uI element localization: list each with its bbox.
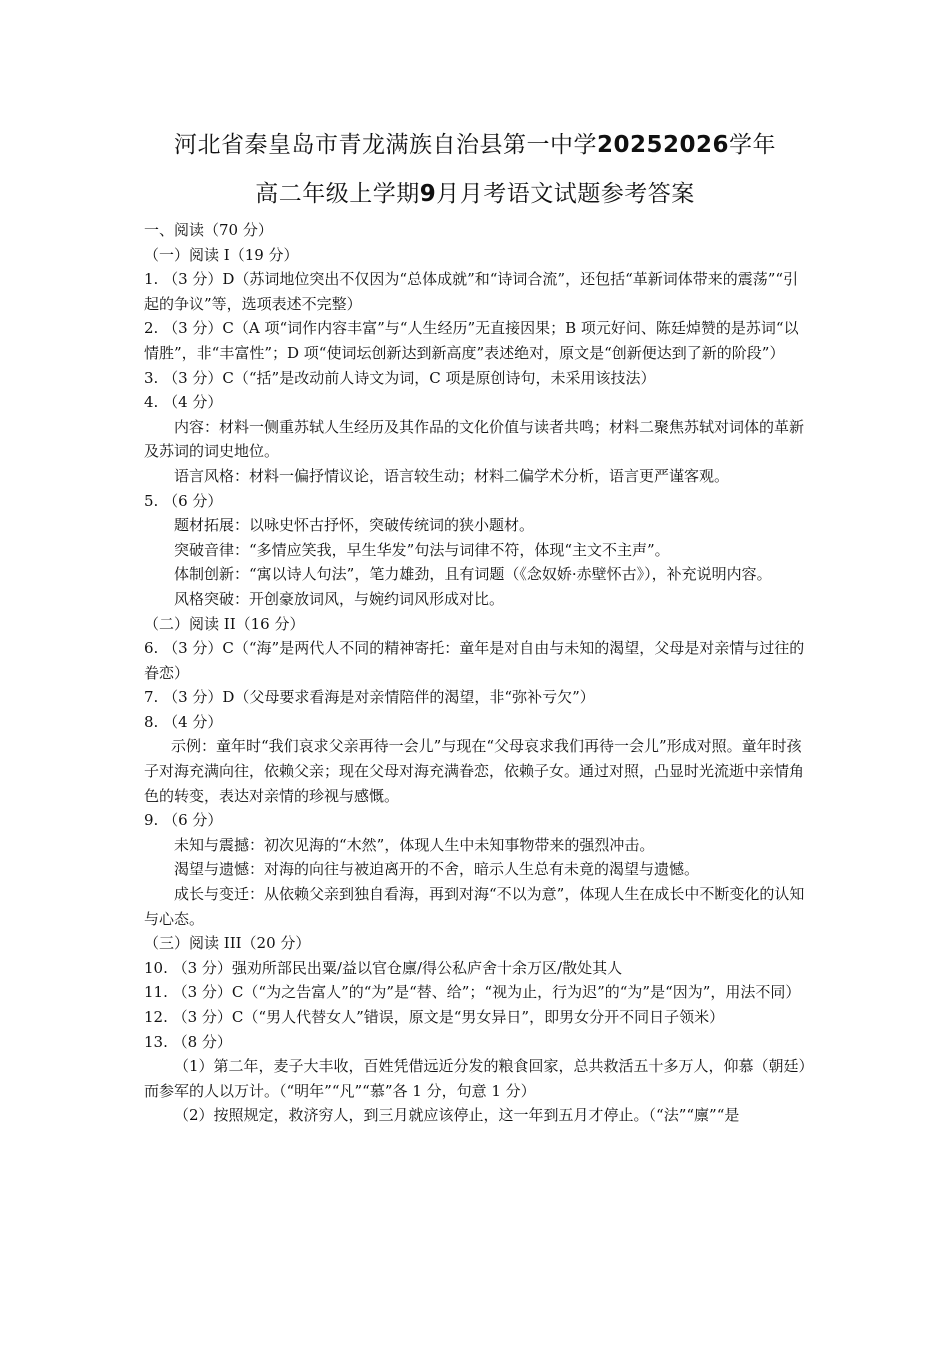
answer-item: 2. （3 分）C（A 项“词作内容丰富”与“人生经历”无直接因果；B 项元好问、陈廷焯赞的是苏词“以情胜”，非“丰富性”；D 项“使词坛创新达到新高度”表述绝对，原文是“创新便达到了新的阶段”） <box>144 319 799 362</box>
answer-detail: （1）第二年，麦子大丰收，百姓凭借远近分发的粮食回家，总共救活五十多万人，仰慕（朝廷）而参军的人以万计。（“明年”“凡”“慕”各 1 分，句意 1 分） <box>144 1057 807 1100</box>
answer-item: 13. （8 分） <box>144 1032 232 1051</box>
subsection-heading: （二）阅读 II（16 分） <box>144 614 305 633</box>
answer-detail: 内容：材料一侧重苏轼人生经历及其作品的文化价值与读者共鸣；材料二聚焦苏轼对词体的革新及苏词的词史地位。 <box>144 417 805 461</box>
title-year-suffix: 学年 <box>729 132 777 158</box>
answer-detail: （2）按照规定，救济穷人，到三月就应该停止，这一年到五月才停止。（“法”“廪”“是 <box>174 1106 740 1125</box>
answer-item: 4. （4 分） <box>144 393 223 412</box>
answer-detail: 未知与震撼：初次见海的“木然”，体现人生中未知事物带来的强烈冲击。 <box>174 835 655 854</box>
answer-detail: 风格突破：开创豪放词风，与婉约词风形成对比。 <box>174 589 505 608</box>
answer-item: 8. （4 分） <box>144 712 223 731</box>
answer-detail: 示例：童年时“我们哀求父亲再待一会儿”与现在“父母哀求我们再待一会儿”形成对照。童年时孩子对海充满向往，依赖父亲；现在父母对海充满眷恋，依赖子女。通过对照，凸显时光流逝中亲情角色的转变，表达对亲情的珍视与感慨。 <box>144 737 805 805</box>
answer-detail: 成长与变迁：从依赖父亲到独自看海，再到对海“不以为意”，体现人生在成长中不断变化的认知与心态。 <box>144 885 805 928</box>
answer-item: 6. （3 分）C（“海”是两代人不同的精神寄托：童年是对自由与未知的渴望，父母是对亲情与过往的眷恋） <box>144 639 805 682</box>
answer-item: 3. （3 分）C（“括”是改动前人诗文为词，C 项是原创诗句，未采用该技法） <box>144 368 656 387</box>
subsection-heading: （三）阅读 III（20 分） <box>144 934 311 953</box>
document-title-line2 <box>0 175 950 208</box>
section-heading: 一、阅读（70 分） <box>144 221 273 239</box>
answer-detail: 体制创新：“寓以诗人句法”，笔力雄劲，且有词题（《念奴娇·赤壁怀古》），补充说明内容。 <box>174 565 772 584</box>
answer-item: 1. （3 分）D（苏词地位突出不仅因为“总体成就”和“诗词合流”，还包括“革新词体带来的震荡”“引起的争议”等，选项表述不完整） <box>144 270 799 313</box>
answer-item: 11. （3 分）C（“为之告富人”的“为”是“替、给”；“视为止，行为迟”的“为”是“因为”，用法不同） <box>144 983 801 1002</box>
answer-item: 10. （3 分）强劝所部民出粟/益以官仓廪/得公私庐舍十余万区/散处其人 <box>144 958 623 977</box>
title-exam: 月月考语文试题参考答案 <box>436 181 695 207</box>
answer-item: 7. （3 分）D（父母要求看海是对亲情陪伴的渴望，非“弥补亏欠”） <box>144 688 595 707</box>
answer-item: 12. （3 分）C（“男人代替女人”错误，原文是“男女异日”，即男女分开不同日子领米） <box>144 1008 725 1026</box>
answer-detail: 题材拓展：以咏史怀古抒怀，突破传统词的狭小题材。 <box>174 516 535 535</box>
title-grade: 高二年级上学期 <box>255 181 420 207</box>
answer-item: 9. （6 分） <box>144 811 223 830</box>
title-school: 河北省秦皇岛市青龙满族自治县第一中学 <box>173 132 597 158</box>
title-month: 9 <box>419 181 437 207</box>
answer-detail: 语言风格：材料一偏抒情议论，语言较生动；材料二偏学术分析，语言更严谨客观。 <box>174 466 730 485</box>
answer-detail: 突破音律：“多情应笑我，早生华发”句法与词律不符，体现“主文不主声”。 <box>174 540 670 559</box>
title-year: 20252026 <box>596 132 730 158</box>
answer-detail: 渴望与遗憾：对海的向往与被迫离开的不舍，暗示人生总有未竟的渴望与遗憾。 <box>174 860 700 879</box>
answer-item: 5. （6 分） <box>144 491 223 510</box>
subsection-heading: （一）阅读 I（19 分） <box>144 245 299 264</box>
answer-body <box>144 218 810 1128</box>
document-title-line1 <box>0 126 950 159</box>
